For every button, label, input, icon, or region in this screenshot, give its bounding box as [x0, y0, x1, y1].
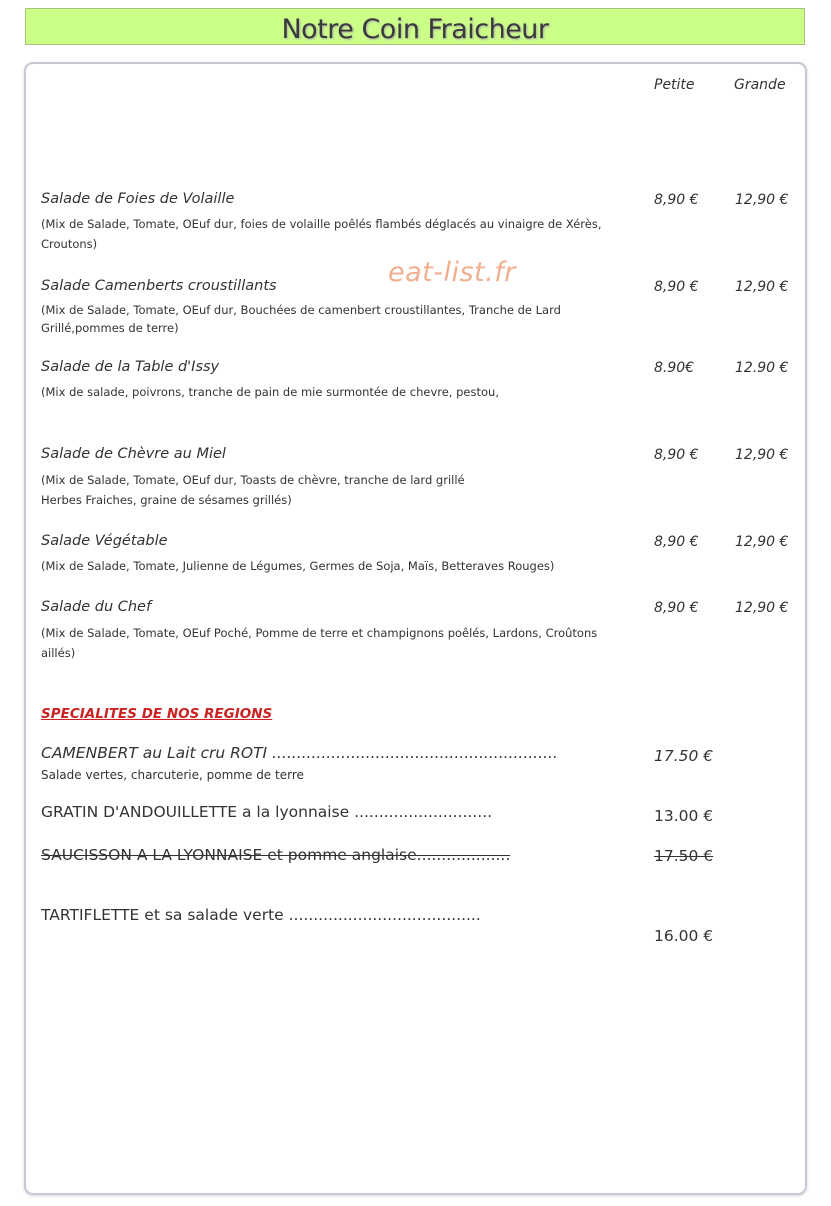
salad-price-large: 12,90 € [735, 447, 789, 463]
salad-price-small: 8,90 € [654, 279, 699, 295]
salad-name: Salade de Foies de Volaille [41, 191, 235, 207]
salad-price-large: 12,90 € [735, 279, 789, 295]
salad-description: (Mix de Salade, Tomate, OEuf dur, foies de volaille poêlés flambés déglacés au vinaigre de Xérès, Croutons) [41, 217, 602, 251]
column-header-grande: Grande [734, 77, 786, 93]
page-title: Notre Coin Fraicheur [281, 14, 549, 45]
speciality-price: 13.00 € [654, 807, 714, 825]
salad-price-large: 12,90 € [735, 534, 789, 550]
salad-description: (Mix de salade, poivrons, tranche de pain de mie surmontée de chevre, pestou, [41, 385, 499, 399]
salad-price-small: 8,90 € [654, 600, 699, 616]
watermark-text: eat-list.fr [388, 257, 516, 288]
salad-description-line: (Mix de Salade, Tomate, OEuf dur, Toasts de chèvre, tranche de lard grillé [41, 473, 465, 487]
salad-name: Salade Végétable [41, 533, 168, 549]
column-header-petite: Petite [654, 77, 695, 93]
salad-name: Salade Camenberts croustillants [41, 278, 277, 294]
salad-name: Salade du Chef [41, 599, 152, 615]
salad-description: (Mix de Salade, Tomate, OEuf Poché, Pomme de terre et champignons poêlés, Lardons, Croûtons aillés) [41, 626, 598, 660]
salad-name: Salade de Chèvre au Miel [41, 446, 226, 462]
salad-price-small: 8.90€ [654, 360, 695, 376]
salad-price-small: 8,90 € [654, 534, 699, 550]
salad-price-small: 8,90 € [654, 192, 699, 208]
speciality-subtext: Salade vertes, charcuterie, pomme de terre [41, 768, 304, 782]
speciality-name: SAUCISSON A LA LYONNAISE et pomme anglaise................... [41, 846, 511, 864]
salad-price-large: 12,90 € [735, 600, 789, 616]
speciality-name: CAMENBERT au Lait cru ROTI .......................................................... [41, 744, 558, 762]
section-heading-specialities: SPECIALITES DE NOS REGIONS [41, 706, 273, 722]
speciality-price: 17.50 € [654, 747, 714, 765]
salad-name: Salade de la Table d'Issy [41, 359, 220, 375]
salad-description-line: Herbes Fraiches, graine de sésames grillés) [41, 493, 292, 507]
salad-price-large: 12,90 € [735, 192, 789, 208]
speciality-name: GRATIN D'ANDOUILLETTE a la lyonnaise ............................ [41, 803, 493, 821]
speciality-price: 17.50 € [654, 847, 714, 865]
title-banner [25, 8, 805, 45]
speciality-name: TARTIFLETTE et sa salade verte ....................................... [41, 906, 481, 924]
salad-description: (Mix de Salade, Tomate, Julienne de Légumes, Germes de Soja, Maïs, Betteraves Rouges) [41, 559, 555, 573]
menu-card [24, 62, 807, 1195]
salad-price-large: 12.90 € [735, 360, 789, 376]
salad-price-small: 8,90 € [654, 447, 699, 463]
speciality-price: 16.00 € [654, 927, 714, 945]
salad-description: (Mix de Salade, Tomate, OEuf dur, Bouchées de camenbert croustillantes, Tranche de Lard Grillé,pommes de terre) [41, 303, 561, 335]
